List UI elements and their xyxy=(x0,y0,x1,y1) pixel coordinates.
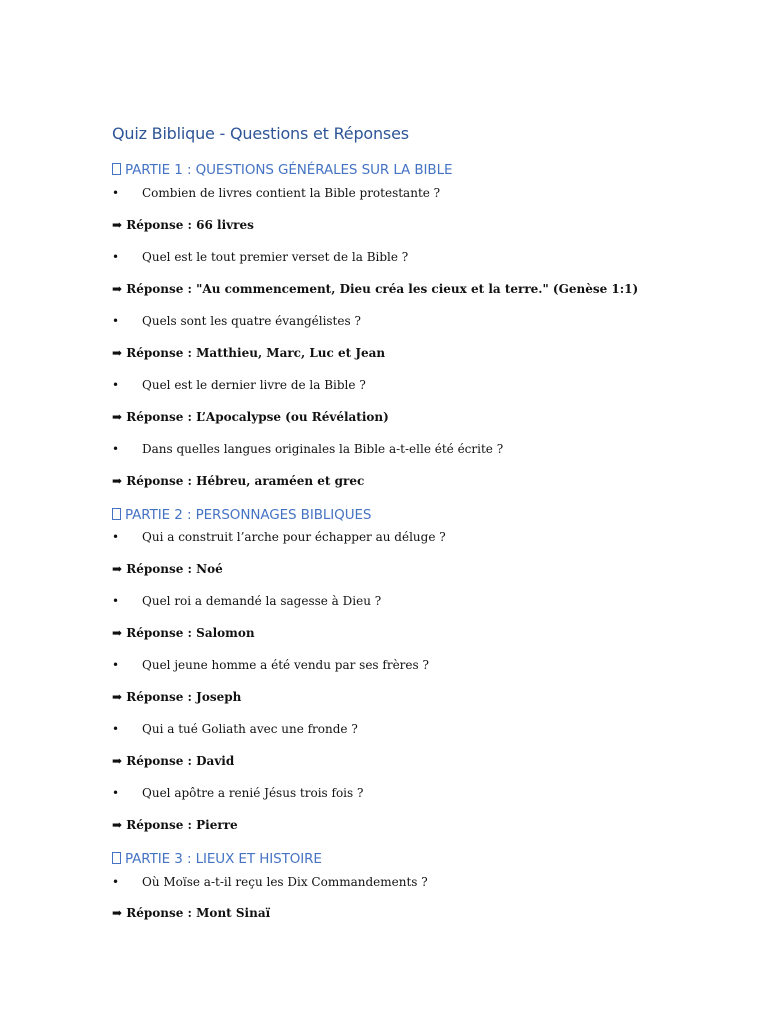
section-heading-3 xyxy=(112,851,322,867)
bullet-icon: • xyxy=(112,658,120,672)
section-heading-2 xyxy=(112,507,371,523)
missing-glyph-icon xyxy=(112,852,121,864)
bullet-icon: • xyxy=(112,530,120,544)
answer-text: Réponse : 66 livres xyxy=(126,218,254,232)
answer-text: Réponse : Matthieu, Marc, Luc et Jean xyxy=(126,346,386,360)
question-item xyxy=(112,378,366,392)
answer-text: Réponse : "Au commencement, Dieu créa les cieux et la terre." (Genèse 1:1) xyxy=(126,282,639,296)
arrow-right-icon: ➡ xyxy=(112,906,123,920)
answer-text: Réponse : Hébreu, araméen et grec xyxy=(126,474,365,488)
question-item xyxy=(112,658,429,672)
question-item xyxy=(112,594,381,608)
answer-text: Réponse : Pierre xyxy=(126,818,238,832)
section-heading-1 xyxy=(112,162,452,178)
answer-item xyxy=(112,346,385,360)
answer-text: Réponse : L’Apocalypse (ou Révélation) xyxy=(126,410,389,424)
bullet-icon: • xyxy=(112,875,120,889)
answer-text: Réponse : Joseph xyxy=(126,690,242,704)
answer-item xyxy=(112,818,238,832)
question-item xyxy=(112,314,361,328)
answer-text: Réponse : Noé xyxy=(126,562,223,576)
question-text: Qui a tué Goliath avec une fronde ? xyxy=(142,722,358,736)
answer-text: Réponse : Salomon xyxy=(126,626,255,640)
arrow-right-icon: ➡ xyxy=(112,818,123,832)
arrow-right-icon: ➡ xyxy=(112,474,123,488)
answer-item xyxy=(112,410,389,424)
arrow-right-icon: ➡ xyxy=(112,410,123,424)
document-title: Quiz Biblique - Questions et Réponses xyxy=(112,124,409,143)
arrow-right-icon: ➡ xyxy=(112,346,123,360)
bullet-icon: • xyxy=(112,786,120,800)
section-heading-label: PARTIE 2 : PERSONNAGES BIBLIQUES xyxy=(125,507,372,523)
answer-item xyxy=(112,690,241,704)
question-text: Quel jeune homme a été vendu par ses frères ? xyxy=(142,658,429,672)
bullet-icon: • xyxy=(112,186,120,200)
question-text: Quel roi a demandé la sagesse à Dieu ? xyxy=(142,594,382,608)
section-heading-label: PARTIE 1 : QUESTIONS GÉNÉRALES SUR LA BIBLE xyxy=(125,162,453,178)
answer-item xyxy=(112,754,234,768)
missing-glyph-icon xyxy=(112,163,121,175)
bullet-icon: • xyxy=(112,250,120,264)
arrow-right-icon: ➡ xyxy=(112,562,123,576)
answer-item xyxy=(112,282,638,296)
question-item xyxy=(112,722,358,736)
missing-glyph-icon xyxy=(112,508,121,520)
bullet-icon: • xyxy=(112,722,120,736)
question-text: Quel est le tout premier verset de la Bible ? xyxy=(142,250,409,264)
answer-item xyxy=(112,626,255,640)
question-item xyxy=(112,250,408,264)
question-item xyxy=(112,186,440,200)
arrow-right-icon: ➡ xyxy=(112,754,123,768)
arrow-right-icon: ➡ xyxy=(112,282,123,296)
question-text: Combien de livres contient la Bible protestante ? xyxy=(142,186,441,200)
question-text: Où Moïse a-t-il reçu les Dix Commandements ? xyxy=(142,875,428,889)
arrow-right-icon: ➡ xyxy=(112,218,123,232)
answer-item xyxy=(112,218,254,232)
answer-item xyxy=(112,906,270,920)
question-item xyxy=(112,875,428,889)
arrow-right-icon: ➡ xyxy=(112,626,123,640)
question-text: Quel apôtre a renié Jésus trois fois ? xyxy=(142,786,364,800)
question-text: Quels sont les quatre évangélistes ? xyxy=(142,314,361,328)
bullet-icon: • xyxy=(112,314,120,328)
answer-text: Réponse : David xyxy=(126,754,235,768)
question-text: Qui a construit l’arche pour échapper au déluge ? xyxy=(142,530,446,544)
question-item xyxy=(112,442,503,456)
question-item xyxy=(112,786,363,800)
bullet-icon: • xyxy=(112,594,120,608)
question-item xyxy=(112,530,446,544)
bullet-icon: • xyxy=(112,378,120,392)
bullet-icon: • xyxy=(112,442,120,456)
section-heading-label: PARTIE 3 : LIEUX ET HISTOIRE xyxy=(125,851,322,867)
answer-text: Réponse : Mont Sinaï xyxy=(126,906,271,920)
answer-item xyxy=(112,474,364,488)
question-text: Dans quelles langues originales la Bible a-t-elle été écrite ? xyxy=(142,442,504,456)
arrow-right-icon: ➡ xyxy=(112,690,123,704)
answer-item xyxy=(112,562,223,576)
question-text: Quel est le dernier livre de la Bible ? xyxy=(142,378,366,392)
